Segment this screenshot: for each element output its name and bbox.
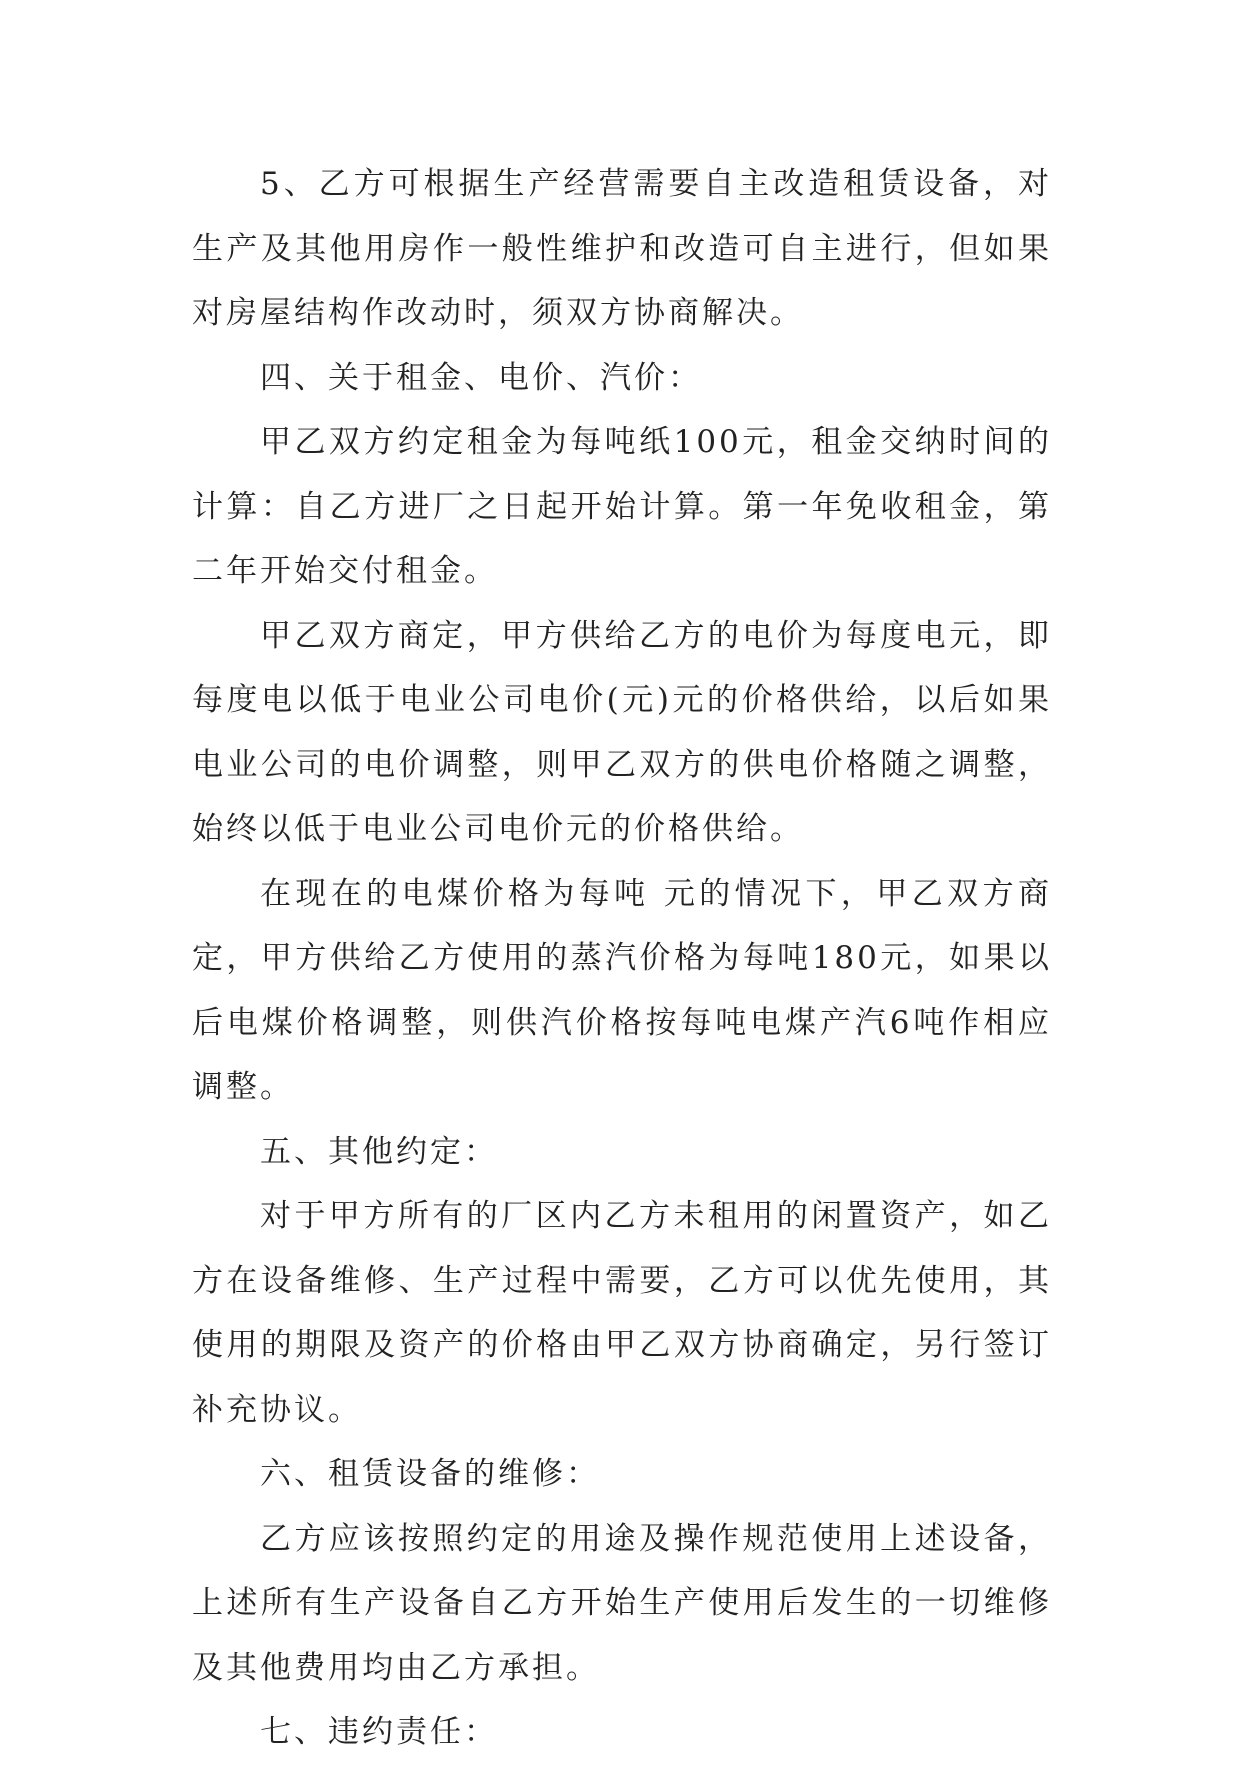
section-heading-other-agreements: 五、其他约定： xyxy=(260,1133,498,1170)
section-heading-equipment-maintenance: 六、租赁设备的维修： xyxy=(260,1456,600,1492)
paragraph-electricity-price: 甲乙双方商定，甲方供给乙方的电价为每度电元，即每度电以低于电业公司电价(元)元的价格供给，以后如果电业公司的电价调整，则甲乙双方的供电价格随之调整，始终以低于电业公司电价元的价格供给。 xyxy=(192,617,1052,847)
paragraph-maintenance: 乙方应该按照约定的用途及操作规范使用上述设备，上述所有生产设备自乙方开始生产使用后发生的一切维修及其他费用均由乙方承担。 xyxy=(192,1520,1052,1686)
section-heading-rent-prices: 四、关于租金、电价、汽价： xyxy=(260,359,702,396)
section-heading-liability: 七、违约责任： xyxy=(260,1714,498,1750)
paragraph-steam-price: 在现在的电煤价格为每吨 元的情况下，甲乙双方商定，甲方供给乙方使用的蒸汽价格为每吨180元，如果以后电煤价格调整，则供汽价格按每吨电煤产汽6吨作相应调整。 xyxy=(192,875,1052,1105)
paragraph-rent: 甲乙双方约定租金为每吨纸100元，租金交纳时间的计算：自乙方进厂之日起开始计算。第一年免收租金，第二年开始交付租金。 xyxy=(192,424,1052,589)
paragraph-clause-5: 5、乙方可根据生产经营需要自主改造租赁设备，对生产及其他用房作一般性维护和改造可自主进行，但如果对房屋结构作改动时，须双方协商解决。 xyxy=(192,166,1052,331)
paragraph-idle-assets: 对于甲方所有的厂区内乙方未租用的闲置资产，如乙方在设备维修、生产过程中需要，乙方可以优先使用，其使用的期限及资产的价格由甲乙双方协商确定，另行签订补充协议。 xyxy=(192,1198,1052,1428)
document-body xyxy=(192,152,1052,1765)
